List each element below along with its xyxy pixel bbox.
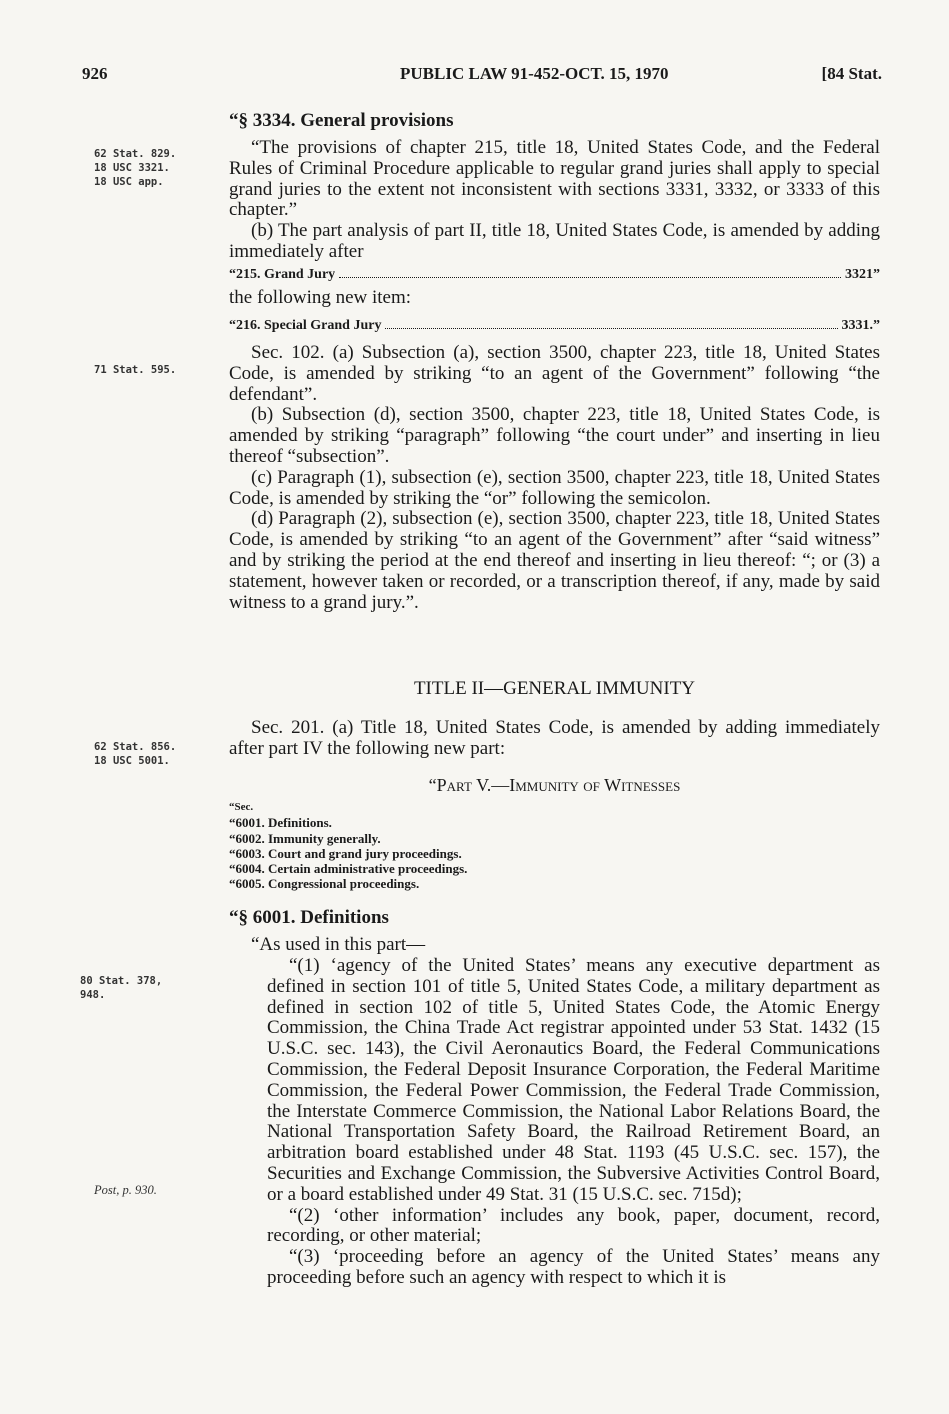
- analysis-item-label: “215. Grand Jury: [229, 267, 336, 282]
- paragraph: “As used in this part—: [251, 934, 426, 955]
- list-item: “6002. Immunity generally.: [229, 830, 381, 846]
- page-header: [82, 64, 882, 88]
- analysis-item-section: 3321”: [845, 267, 880, 282]
- following-new-item: [229, 288, 880, 309]
- section-6001-definitions: [267, 956, 880, 1289]
- analysis-item-216: [229, 318, 880, 334]
- section-3334-text: [229, 138, 880, 263]
- margin-note-citation: 80 Stat. 378, 948.: [80, 975, 163, 1001]
- list-item: “6003. Court and grand jury proceedings.: [229, 845, 462, 861]
- definition-paragraph: “(3) ‘proceeding before an agency of the United States’ means any proceeding before such an agency with respect to which it is: [267, 1246, 880, 1288]
- section-201-text: [229, 718, 880, 760]
- paragraph: the following new item:: [229, 287, 412, 308]
- list-item: “6001. Definitions.: [229, 815, 332, 831]
- part-heading-text: “Part V.—Immunity of Witnesses: [428, 775, 681, 795]
- section-102-text: [229, 343, 880, 613]
- paragraph: (b) The part analysis of part II, title 18, United States Code, is amended by adding immediately after: [229, 220, 880, 262]
- section-6001-intro: [229, 935, 880, 956]
- paragraph: (c) Paragraph (1), subsection (e), section 3500, chapter 223, title 18, United States Code, is amended by striking the “or” following the semicolon.: [229, 466, 880, 509]
- paragraph: (b) Subsection (d), section 3500, chapter 223, title 18, United States Code, is amended by striking “paragraph” following “the court under” and inserting in lieu thereof “subsection”.: [229, 404, 880, 467]
- part-heading: [229, 775, 880, 796]
- title-heading: TITLE II—GENERAL IMMUNITY: [413, 678, 696, 699]
- margin-note-citation: 71 Stat. 595.: [94, 364, 177, 376]
- list-item: “Sec.: [229, 801, 254, 813]
- margin-note-citation: 62 Stat. 856. 18 USC 5001.: [94, 741, 177, 767]
- paragraph: (d) Paragraph (2), subsection (e), section 3500, chapter 223, title 18, United States Code, is amended by striking “to an agent of the Government” after “said witness” and by striking the period at the end thereof and inserting in lieu thereof: “; or (3) a statement, however taken or recorded, or a transcription thereof, if any, made by said witness to a grand jury.”.: [229, 508, 880, 613]
- part-section-list: [229, 800, 467, 892]
- list-item: “6004. Certain administrative proceedings.: [229, 861, 468, 877]
- section-heading-3334: “§ 3334. General provisions: [229, 110, 454, 131]
- section-heading-6001: “§ 6001. Definitions: [229, 907, 389, 928]
- analysis-item-section: 3331.”: [841, 318, 880, 333]
- paragraph: Sec. 201. (a) Title 18, United States Code, is amended by adding immediately after part IV the following new part:: [229, 717, 880, 759]
- paragraph: Sec. 102. (a) Subsection (a), section 3500, chapter 223, title 18, United States Code, is amended by striking “to an agent of the Government” following “the defendant”.: [229, 342, 880, 405]
- definition-paragraph: “(1) ‘agency of the United States’ means any executive department as defined in section 101 of title 5, United States Code, a military department as defined in section 102 of title 5, United States Code, the Atomic Energy Commission, the China Trade Act registrar appointed under 53 Stat. 1432 (15 U.S.C. sec. 143), the Civil Aeronautics Board, the Federal Communications Commission, the Federal Deposit Insurance Corporation, the Federal Maritime Commission, the Federal Power Commission, the Federal Trade Commission, the Interstate Commerce Commission, the National Labor Relations Board, the National Transportation Safety Board, the Railroad Retirement Board, an arbitration board established under 48 Stat. 1193 (45 U.S.C. sec. 157), the Securities and Exchange Commission, the Subversive Activities Control Board, or a board established under 49 Stat. 31 (15 U.S.C. sec. 715d);: [267, 955, 880, 1205]
- margin-note-citation: 62 Stat. 829. 18 USC 3321. 18 USC app.: [94, 148, 177, 188]
- definition-paragraph: “(2) ‘other information’ includes any book, paper, document, record, recording, or other material;: [267, 1204, 880, 1247]
- volume-reference: [84 Stat.: [821, 64, 882, 83]
- margin-note-citation: Post, p. 930.: [94, 1183, 157, 1197]
- list-item: “6005. Congressional proceedings.: [229, 876, 420, 892]
- analysis-item-215: [229, 267, 880, 283]
- analysis-item-label: “216. Special Grand Jury: [229, 318, 382, 333]
- leader-dots: [339, 277, 841, 278]
- leader-dots: [385, 328, 837, 329]
- running-title: PUBLIC LAW 91-452-OCT. 15, 1970: [400, 64, 669, 83]
- paragraph: “The provisions of chapter 215, title 18, United States Code, and the Federal Rules of Criminal Procedure applicable to regular grand juries shall apply to special grand juries to the extent not inconsistent with sections 3331, 3332, or 3333 of this chapter.”: [229, 137, 880, 221]
- page-number: 926: [82, 64, 108, 83]
